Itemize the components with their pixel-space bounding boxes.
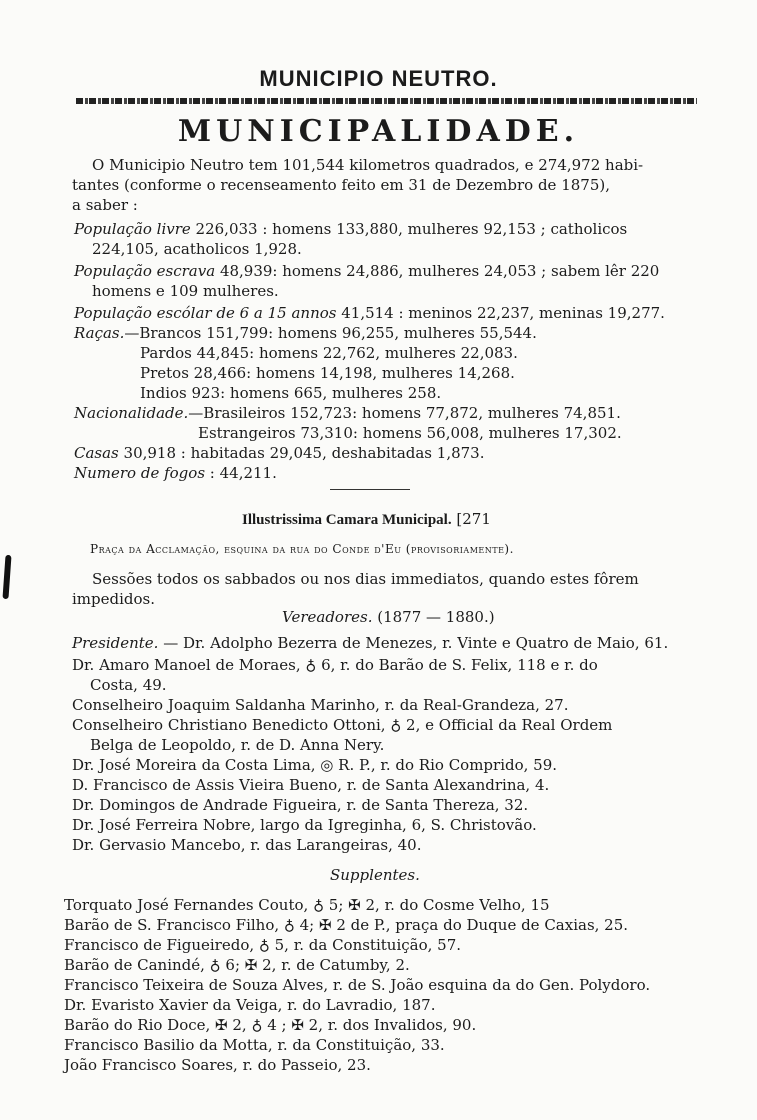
stat-livre-cont: 224,105, acatholicos 1,928. (92, 240, 302, 258)
supplente-line: Francisco Basilio da Motta, r. da Constituição, 33. (64, 1036, 445, 1054)
supplente-line: João Francisco Soares, r. do Passeio, 23. (64, 1056, 371, 1074)
section-divider (330, 489, 410, 490)
supplentes-heading: Supplentes. (330, 866, 420, 884)
supplente-line: Torquato José Fernandes Couto, ♁ 5; ✠ 2, r. do Cosme Velho, 15 (64, 896, 550, 914)
presidente-line (72, 634, 668, 652)
stat-pardos: Pardos 44,845: homens 22,762, mulheres 22,083. (140, 344, 518, 362)
stat-pretos: Pretos 28,466: homens 14,198, mulheres 14,268. (140, 364, 515, 382)
supplente-line: Barão de Canindé, ♁ 6; ✠ 2, r. de Catumby, 2. (64, 956, 410, 974)
vereador-line: Dr. José Ferreira Nobre, largo da Igreginha, 6, S. Christovão. (72, 816, 537, 834)
stat-nacionalidade-label: Nacionalidade. (74, 404, 189, 422)
stat-nacionalidade (74, 404, 621, 422)
vereador-line: Dr. José Moreira da Costa Lima, ◎ R. P., r. do Rio Comprido, 59. (72, 756, 558, 774)
decorative-rule (76, 98, 697, 104)
stat-racas-label: Raças. (74, 324, 125, 342)
stat-racas-value: —Brancos 151,799: homens 96,255, mulheres 55,544. (124, 324, 537, 342)
camara-title: Illustrissima Camara Municipal. (242, 512, 452, 528)
vereador-line: Dr. Domingos de Andrade Figueira, r. de Santa Thereza, 32. (72, 796, 529, 814)
sessoes-line-2: impedidos. (72, 590, 155, 608)
intro-line-1: O Municipio Neutro tem 101,544 kilometros quadrados, e 274,972 habi- (92, 156, 644, 174)
presidente-text: — Dr. Adolpho Bezerra de Menezes, r. Vinte e Quatro de Maio, 61. (158, 634, 669, 652)
stat-escrava-cont: homens e 109 mulheres. (92, 282, 279, 300)
presidente-label: Presidente. (72, 634, 159, 652)
vereador-line: Dr. Amaro Manoel de Moraes, ♁ 6, r. do Barão de S. Felix, 118 e r. do (72, 656, 598, 674)
supplente-line: Francisco Teixeira de Souza Alves, r. de S. João esquina da do Gen. Polydoro. (64, 976, 651, 994)
camara-address: Praça da Acclamação, esquina da rua do Conde d'Eu (provisoriamente). (90, 542, 514, 556)
stat-livre (74, 220, 627, 238)
stat-escrava-label: População escrava (74, 262, 216, 280)
sessoes-line-1: Sessões todos os sabbados ou nos dias immediatos, quando estes fôrem (92, 570, 639, 588)
stat-escrava (74, 262, 659, 280)
vereador-line: Belga de Leopoldo, r. de D. Anna Nery. (90, 736, 385, 754)
stat-livre-value: 226,033 : homens 133,880, mulheres 92,153 ; catholicos (190, 220, 628, 238)
supplente-line: Francisco de Figueiredo, ♁ 5, r. da Constituição, 57. (64, 936, 462, 954)
stat-fogos-label: Numero de fogos (74, 464, 206, 482)
section-title: MUNICIPALIDADE. (177, 114, 580, 149)
stat-livre-label: População livre (74, 220, 191, 238)
intro-line-2: tantes (conforme o recenseamento feito em 31 de Dezembro de 1875), (72, 176, 611, 194)
stat-casas-label: Casas (74, 444, 119, 462)
margin-ink-mark (2, 555, 11, 599)
vereador-line: Conselheiro Christiano Benedicto Ottoni, ♁ 2, e Official da Real Ordem (72, 716, 613, 734)
page-title: MUNICIPIO NEUTRO. (259, 66, 498, 91)
stat-casas (74, 444, 485, 462)
vereadores-heading (282, 608, 495, 626)
stat-escolar-label: População escólar de 6 a 15 annos (74, 304, 337, 322)
supplente-line: Barão de S. Francisco Filho, ♁ 4; ✠ 2 de P., praça do Duque de Caxias, 25. (64, 916, 629, 934)
vereadores-period: (1877 — 1880.) (372, 608, 495, 626)
vereador-line: D. Francisco de Assis Vieira Bueno, r. de Santa Alexandrina, 4. (72, 776, 550, 794)
stat-fogos-value: : 44,211. (205, 464, 277, 482)
stat-racas (74, 324, 537, 342)
stat-escrava-value: 48,939: homens 24,886, mulheres 24,053 ; sabem lêr 220 (215, 262, 660, 280)
intro-line-3: a saber : (72, 196, 138, 214)
stat-casas-value: 30,918 : habitadas 29,045, deshabitadas 1,873. (118, 444, 485, 462)
camara-heading (242, 510, 491, 529)
stat-estrangeiros: Estrangeiros 73,310: homens 56,008, mulheres 17,302. (198, 424, 622, 442)
supplente-line: Barão do Rio Doce, ✠ 2, ♁ 4 ; ✠ 2, r. dos Invalidos, 90. (64, 1016, 477, 1034)
stat-nacionalidade-value: —Brasileiros 152,723: homens 77,872, mulheres 74,851. (188, 404, 621, 422)
vereadores-label: Vereadores. (282, 608, 373, 626)
vereador-line: Conselheiro Joaquim Saldanha Marinho, r. da Real-Grandeza, 27. (72, 696, 569, 714)
camara-page-ref: [271 (456, 510, 491, 528)
vereador-line: Costa, 49. (90, 676, 167, 694)
stat-indios: Indios 923: homens 665, mulheres 258. (140, 384, 442, 402)
supplente-line: Dr. Evaristo Xavier da Veiga, r. do Lavradio, 187. (64, 996, 436, 1014)
stat-escolar-value: 41,514 : meninos 22,237, meninas 19,277. (336, 304, 665, 322)
stat-escolar (74, 304, 665, 322)
stat-fogos (74, 464, 277, 482)
vereador-line: Dr. Gervasio Mancebo, r. das Larangeiras, 40. (72, 836, 422, 854)
